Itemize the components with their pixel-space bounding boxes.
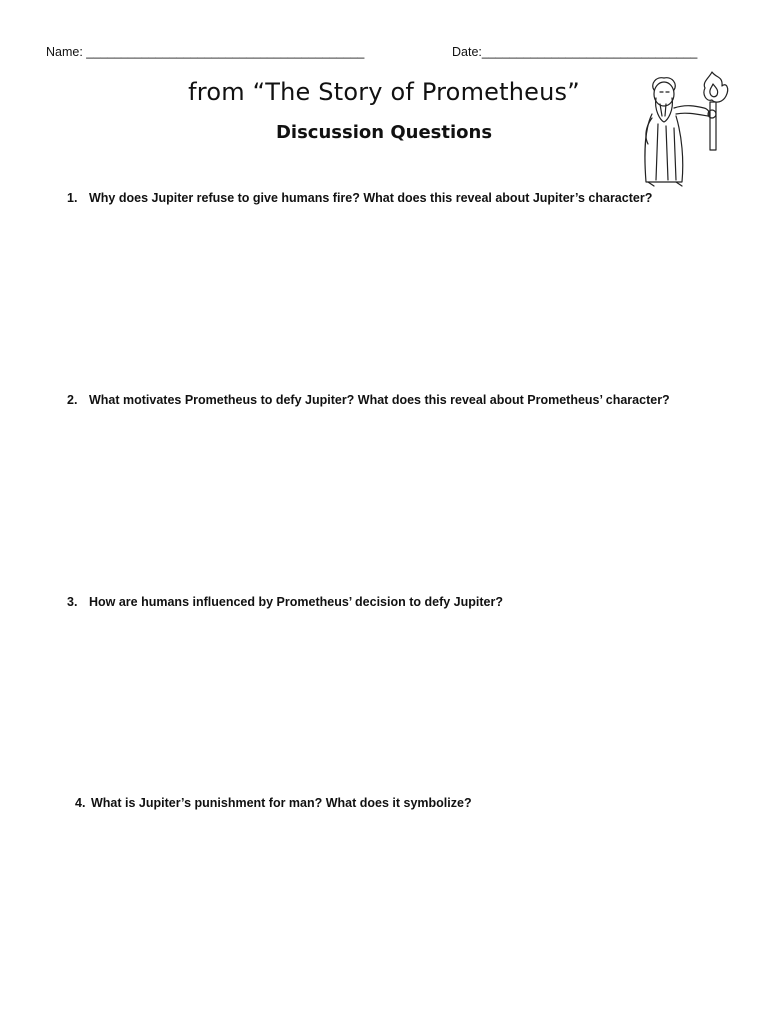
question-number: 3. (67, 595, 78, 609)
page-subtitle: Discussion Questions (275, 122, 493, 143)
page-title: from “The Story of Prometheus” (188, 78, 580, 106)
question-4 (75, 796, 472, 810)
question-text: What is Jupiter’s punishment for man? What does it symbolize? (91, 796, 472, 810)
prometheus-with-torch-icon (630, 64, 740, 190)
question-2 (67, 393, 670, 407)
question-text: Why does Jupiter refuse to give humans fire? What does this reveal about Jupiter’s character? (89, 191, 653, 205)
name-field[interactable]: Name: ________________________________________ (46, 45, 365, 59)
question-number: 1. (67, 191, 78, 205)
question-number: 2. (67, 393, 78, 407)
question-text: How are humans influenced by Prometheus’ decision to defy Jupiter? (89, 595, 503, 609)
date-field[interactable]: Date:_______________________________ (452, 45, 698, 59)
question-3 (67, 595, 503, 609)
question-number: 4. (75, 796, 86, 810)
question-text: What motivates Prometheus to defy Jupiter? What does this reveal about Prometheus’ character? (89, 393, 670, 407)
question-1 (67, 191, 652, 205)
